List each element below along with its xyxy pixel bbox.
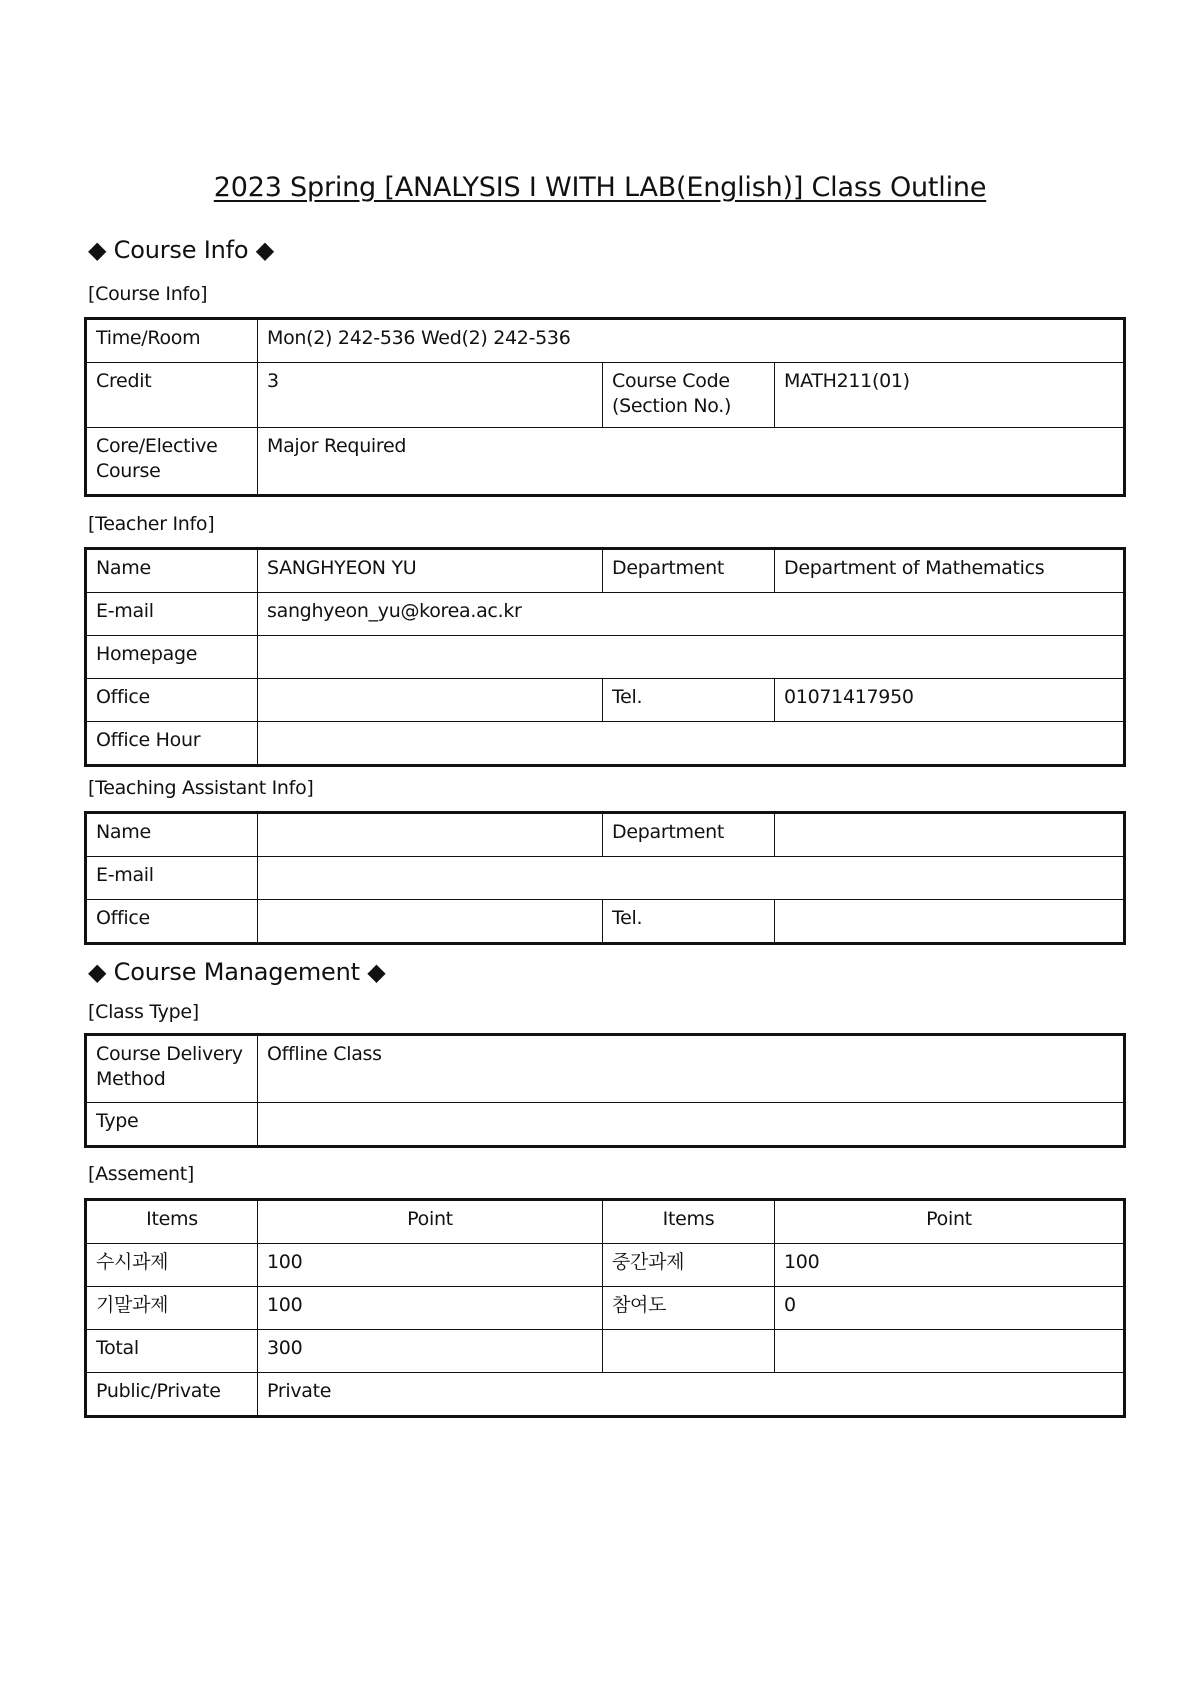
teacher-office-label: Office [86, 679, 258, 722]
table-row [86, 1103, 1125, 1147]
course-management-section-heading: ◆ Course Management ◆ [88, 958, 386, 986]
course-info-section-heading: ◆ Course Info ◆ [88, 236, 275, 264]
total-label: Total [86, 1330, 258, 1373]
items-header: Items [86, 1200, 258, 1244]
ta-email-value [258, 857, 1125, 900]
teacher-info-subheading: [Teacher Info] [88, 513, 215, 535]
table-header-row [86, 1200, 1125, 1244]
teacher-homepage-value [258, 636, 1125, 679]
table-row [86, 1287, 1125, 1330]
public-private-label: Public/Private [86, 1373, 258, 1417]
class-type-value [258, 1103, 1125, 1147]
course-code-label: Course Code (Section No.) [603, 363, 775, 428]
ta-tel-value [775, 900, 1125, 944]
table-row [86, 549, 1125, 593]
ta-name-value [258, 813, 603, 857]
assessment-subheading: [Assement] [88, 1163, 194, 1185]
table-row [86, 319, 1125, 363]
table-row [86, 1244, 1125, 1287]
teacher-info-table [84, 547, 1126, 767]
delivery-method-label: Course Delivery Method [86, 1035, 258, 1103]
assessment-item: 참여도 [603, 1287, 775, 1330]
course-code-value: MATH211(01) [775, 363, 1125, 428]
core-elective-label: Core/Elective Course [86, 428, 258, 496]
course-info-subheading: [Course Info] [88, 283, 208, 305]
credit-value: 3 [258, 363, 603, 428]
teacher-office-hour-label: Office Hour [86, 722, 258, 766]
credit-label: Credit [86, 363, 258, 428]
ta-department-value [775, 813, 1125, 857]
teacher-tel-label: Tel. [603, 679, 775, 722]
table-row [86, 1035, 1125, 1103]
class-type-label: Type [86, 1103, 258, 1147]
page-title: 2023 Spring [ANALYSIS I WITH LAB(English)] Class Outline [213, 172, 987, 203]
table-row [86, 363, 1125, 428]
teacher-department-value: Department of Mathematics [775, 549, 1125, 593]
core-elective-value: Major Required [258, 428, 1125, 496]
ta-info-subheading: [Teaching Assistant Info] [88, 777, 314, 799]
teacher-homepage-label: Homepage [86, 636, 258, 679]
table-row [86, 679, 1125, 722]
total-value: 300 [258, 1330, 603, 1373]
ta-info-table [84, 811, 1126, 945]
class-type-table [84, 1033, 1126, 1148]
assessment-point: 100 [775, 1244, 1125, 1287]
ta-tel-label: Tel. [603, 900, 775, 944]
teacher-tel-value: 01071417950 [775, 679, 1125, 722]
ta-department-label: Department [603, 813, 775, 857]
time-room-value: Mon(2) 242-536 Wed(2) 242-536 [258, 319, 1125, 363]
class-type-subheading: [Class Type] [88, 1001, 199, 1023]
ta-name-label: Name [86, 813, 258, 857]
delivery-method-value: Offline Class [258, 1035, 1125, 1103]
table-row [86, 1330, 1125, 1373]
point-header: Point [775, 1200, 1125, 1244]
teacher-email-label: E-mail [86, 593, 258, 636]
table-row [86, 813, 1125, 857]
public-private-value: Private [258, 1373, 1125, 1417]
empty-cell [603, 1330, 775, 1373]
point-header: Point [258, 1200, 603, 1244]
assessment-item: 중간과제 [603, 1244, 775, 1287]
teacher-email-value: sanghyeon_yu@korea.ac.kr [258, 593, 1125, 636]
table-row [86, 593, 1125, 636]
assessment-item: 기말과제 [86, 1287, 258, 1330]
teacher-name-label: Name [86, 549, 258, 593]
table-row [86, 428, 1125, 496]
teacher-office-hour-value [258, 722, 1125, 766]
time-room-label: Time/Room [86, 319, 258, 363]
assessment-point: 100 [258, 1287, 603, 1330]
ta-office-label: Office [86, 900, 258, 944]
assessment-point: 100 [258, 1244, 603, 1287]
items-header: Items [603, 1200, 775, 1244]
table-row [86, 857, 1125, 900]
ta-office-value [258, 900, 603, 944]
teacher-department-label: Department [603, 549, 775, 593]
table-row [86, 636, 1125, 679]
course-info-table [84, 317, 1126, 497]
table-row [86, 722, 1125, 766]
teacher-office-value [258, 679, 603, 722]
table-row [86, 1373, 1125, 1417]
assessment-table [84, 1198, 1126, 1418]
assessment-item: 수시과제 [86, 1244, 258, 1287]
ta-email-label: E-mail [86, 857, 258, 900]
empty-cell [775, 1330, 1125, 1373]
teacher-name-value: SANGHYEON YU [258, 549, 603, 593]
table-row [86, 900, 1125, 944]
assessment-point: 0 [775, 1287, 1125, 1330]
